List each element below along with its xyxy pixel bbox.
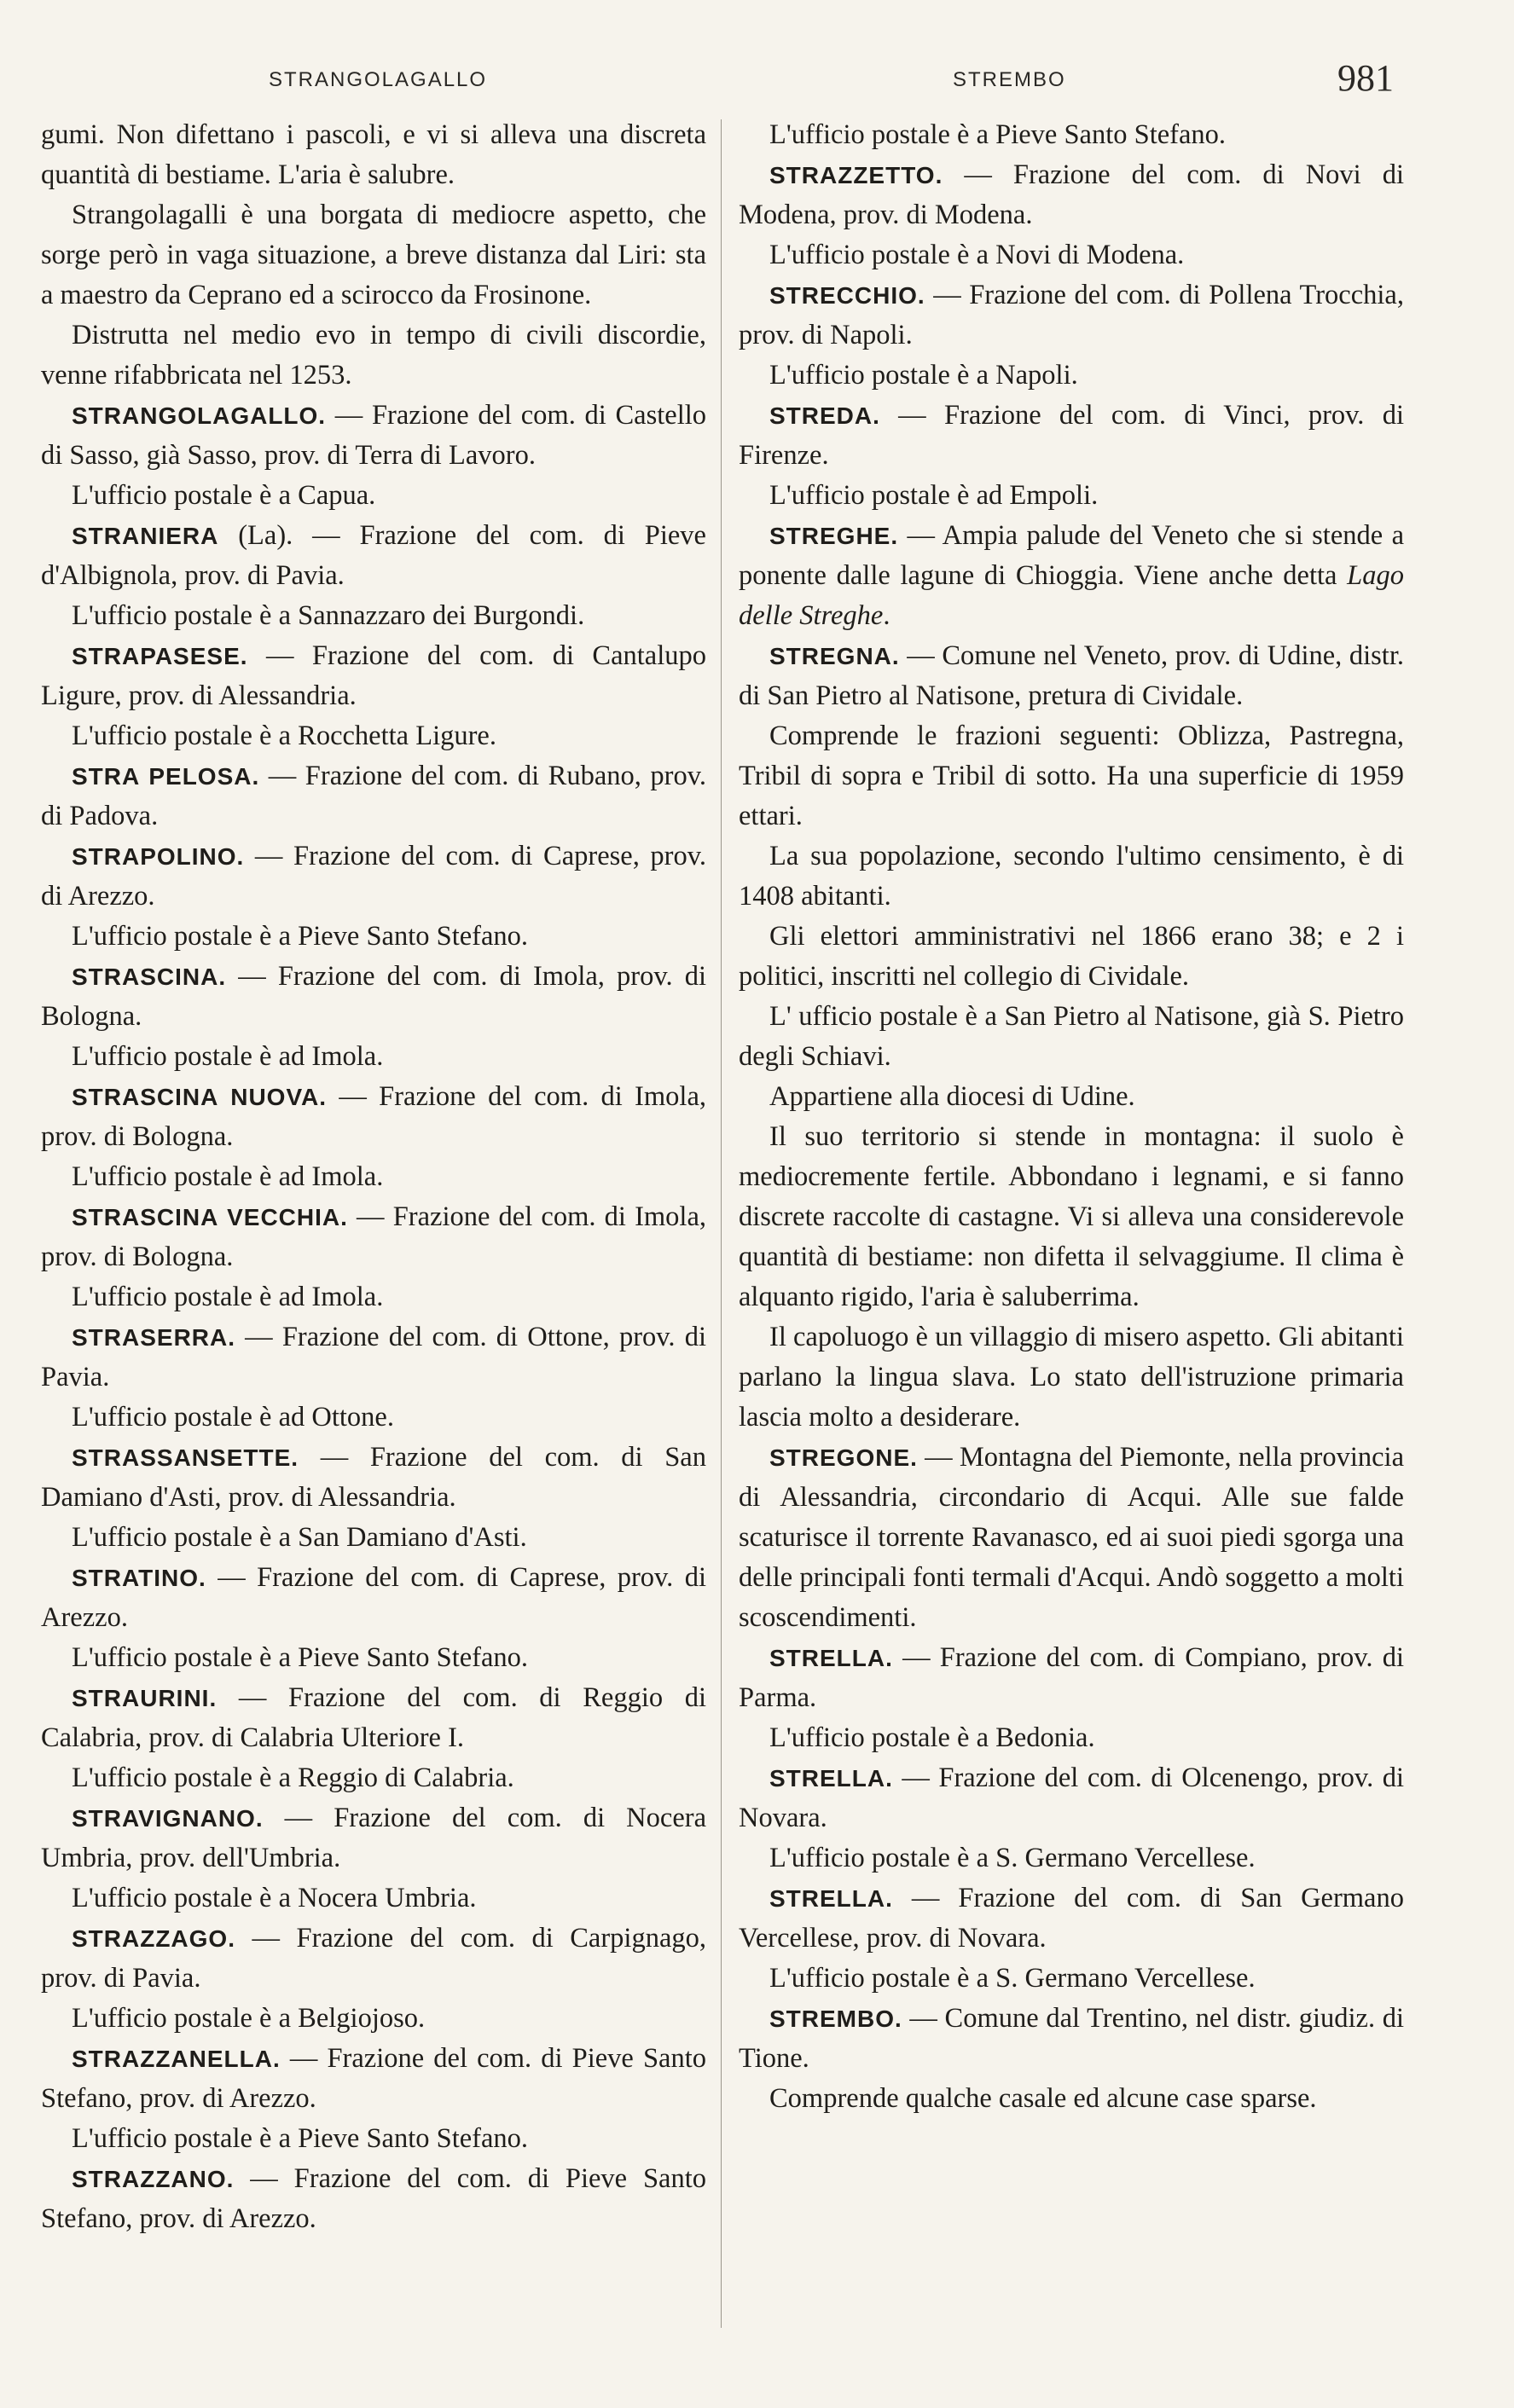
entry-headword: STRASSANSETTE. <box>72 1444 299 1471</box>
paragraph <box>41 1277 706 1317</box>
paragraph <box>739 1959 1404 1999</box>
entry-text: L'ufficio postale è a Pieve Santo Stefano. <box>72 1642 529 1673</box>
dictionary-entry <box>739 1758 1404 1838</box>
entry-headword: STRATINO. <box>72 1565 206 1591</box>
entry-text: L'ufficio postale è ad Imola. <box>72 1282 384 1312</box>
entry-headword: STREGONE. <box>769 1444 918 1471</box>
entry-text: — Frazione del com. di Imola, prov. di Bologna. <box>41 1201 707 1272</box>
paragraph <box>41 1037 706 1077</box>
entry-text: L'ufficio postale è a S. Germano Vercellese. <box>769 1843 1256 1873</box>
paragraph <box>41 115 706 195</box>
entry-text: L'ufficio postale è a Capua. <box>72 480 376 511</box>
paragraph <box>739 1317 1404 1438</box>
dictionary-entry <box>739 275 1404 356</box>
paragraph <box>739 476 1404 516</box>
page-number: 981 <box>1337 57 1394 99</box>
paragraph <box>739 115 1404 155</box>
entry-headword: STRANIERA <box>72 523 219 549</box>
entry-headword: STRASERRA. <box>72 1324 236 1351</box>
left-column <box>41 115 706 2239</box>
entry-headword: STREGHE. <box>769 523 899 549</box>
entry-text: gumi. Non difettano i pascoli, e vi si alleva una discreta quantità di bestiame. L'aria è salubre. <box>41 119 706 190</box>
entry-text: — Frazione del com. di Ottone, prov. di Pavia. <box>41 1322 706 1392</box>
entry-text: Appartiene alla diocesi di Udine. <box>769 1081 1135 1112</box>
dictionary-entry <box>739 1638 1404 1718</box>
entry-headword: STREGNA. <box>769 643 900 669</box>
entry-italic-text: Lago delle Streghe <box>739 560 1404 631</box>
entry-text: L'ufficio postale è a Pieve Santo Stefano. <box>72 2123 529 2154</box>
paragraph <box>41 596 706 636</box>
entry-text: L'ufficio postale è ad Imola. <box>72 1041 384 1072</box>
entry-text: L'ufficio postale è a Belgiojoso. <box>72 2003 426 2034</box>
dictionary-entry <box>41 756 706 836</box>
dictionary-entry <box>41 2159 706 2239</box>
entry-text: — Frazione del com. di Vinci, prov. di Firenze. <box>739 400 1404 471</box>
paragraph <box>739 1718 1404 1758</box>
entry-headword: STRANGOLAGALLO. <box>72 402 327 429</box>
dictionary-entry <box>41 2039 706 2119</box>
dictionary-entry <box>41 1798 706 1878</box>
entry-headword: STREDA. <box>769 402 880 429</box>
dictionary-entry <box>739 396 1404 476</box>
entry-headword: STRAZZANO. <box>72 2166 235 2192</box>
entry-text: — Frazione del com. di Reggio di Calabria, prov. di Calabria Ulteriore I. <box>41 1682 706 1753</box>
entry-text: L'ufficio postale è a Rocchetta Ligure. <box>72 721 496 751</box>
paragraph <box>41 917 706 957</box>
dictionary-entry <box>41 836 706 917</box>
entry-text: — Frazione del com. di Imola, prov. di Bologna. <box>41 1081 706 1152</box>
entry-text: (La). — Frazione del com. di Pieve d'Albignola, prov. di Pavia. <box>41 520 706 591</box>
entry-text: Distrutta nel medio evo in tempo di civili discordie, venne rifabbricata nel 1253. <box>41 320 706 391</box>
entry-headword: STRASCINA. <box>72 964 227 990</box>
paragraph <box>41 1398 706 1438</box>
paragraph <box>41 716 706 756</box>
paragraph <box>739 1117 1404 1317</box>
entry-text: — Frazione del com. di Imola, prov. di Bologna. <box>41 961 706 1032</box>
dictionary-entry <box>41 1077 706 1157</box>
column-divider <box>721 119 722 2328</box>
paragraph <box>739 917 1404 997</box>
dictionary-entry <box>739 1878 1404 1959</box>
paragraph <box>41 1157 706 1197</box>
entry-text: — Frazione del com. di Olcenengo, prov. di Novara. <box>739 1763 1404 1833</box>
entry-headword: STRASCINA VECCHIA. <box>72 1204 348 1230</box>
entry-headword: STRAZZANELLA. <box>72 2046 281 2072</box>
paragraph <box>739 235 1404 275</box>
entry-headword: STRAZZETTO. <box>769 162 943 188</box>
dictionary-entry <box>41 1438 706 1518</box>
entry-text: L' ufficio postale è a San Pietro al Natisone, già S. Pietro degli Schiavi. <box>739 1001 1404 1072</box>
entry-text: L'ufficio postale è a Nocera Umbria. <box>72 1883 477 1913</box>
running-head-left: STRANGOLAGALLO <box>269 68 488 91</box>
paragraph <box>41 476 706 516</box>
entry-text: — Frazione del com. di Novi di Modena, prov. di Modena. <box>739 159 1404 230</box>
entry-headword: STRAZZAGO. <box>72 1925 235 1952</box>
entry-text: — Frazione del com. di San Germano Vercellese, prov. di Novara. <box>739 1883 1404 1954</box>
entry-text: — Frazione del com. di Caprese, prov. di Arezzo. <box>41 1562 706 1633</box>
dictionary-entry <box>739 1438 1404 1638</box>
entry-text: L'ufficio postale è a Sannazzaro dei Burgondi. <box>72 600 585 631</box>
dictionary-entry <box>41 1919 706 1999</box>
dictionary-entry <box>41 1317 706 1398</box>
entry-headword: STRELLA. <box>769 1765 893 1792</box>
dictionary-entry <box>739 155 1404 235</box>
entry-text: L'ufficio postale è a Reggio di Calabria. <box>72 1763 514 1793</box>
paragraph <box>739 997 1404 1077</box>
dictionary-entry <box>41 1678 706 1758</box>
paragraph <box>739 356 1404 396</box>
entry-headword: STRA PELOSA. <box>72 763 260 790</box>
dictionary-entry <box>41 957 706 1037</box>
entry-text: — Comune dal Trentino, nel distr. giudiz. di Tione. <box>739 2003 1404 2074</box>
dictionary-entry <box>41 396 706 476</box>
right-column <box>739 115 1404 2119</box>
dictionary-entry <box>739 636 1404 716</box>
dictionary-entry <box>41 516 706 596</box>
dictionary-entry <box>41 1197 706 1277</box>
entry-text: Comprende le frazioni seguenti: Oblizza, Pastregna, Tribil di sopra e Tribil di sotto. Ha una superficie di 1959 ettari. <box>739 721 1404 831</box>
paragraph <box>41 2119 706 2159</box>
entry-text: — Frazione del com. di Cantalupo Ligure, prov. di Alessandria. <box>41 640 706 711</box>
entry-text: Strangolagalli è una borgata di mediocre aspetto, che sorge però in vaga situazione, a breve distanza dal Liri: sta a maestro da Ceprano ed a scirocco da Frosinone. <box>41 200 706 310</box>
entry-text: L'ufficio postale è a Pieve Santo Stefano. <box>769 119 1227 150</box>
entry-text: Il suo territorio si stende in montagna: il suolo è mediocremente fertile. Abbondano i legnami, e si fanno discrete raccolte di castagne. Vi si alleva una considerevole quantità di bestiame: non difetta il selvaggiume. Il clima è alquanto rigido, l'aria è saluberrima. <box>739 1121 1404 1312</box>
entry-text: L'ufficio postale è ad Imola. <box>72 1161 384 1192</box>
entry-text: — Ampia palude del Veneto che si stende a ponente dalle lagune di Chioggia. Viene anche detta <box>739 520 1404 591</box>
paragraph <box>739 1838 1404 1878</box>
entry-headword: STRAPOLINO. <box>72 843 245 870</box>
entry-tail-text: . <box>883 600 890 631</box>
paragraph <box>739 1077 1404 1117</box>
entry-text: — Frazione del com. di Pieve Santo Stefano, prov. di Arezzo. <box>41 2163 706 2234</box>
entry-text: — Frazione del com. di Nocera Umbria, prov. dell'Umbria. <box>41 1803 706 1873</box>
entry-text: — Frazione del com. di Carpignago, prov. di Pavia. <box>41 1923 706 1994</box>
entry-text: L'ufficio postale è a Napoli. <box>769 360 1078 391</box>
entry-text: L'ufficio postale è a San Damiano d'Asti. <box>72 1522 527 1553</box>
entry-text: — Frazione del com. di Compiano, prov. di Parma. <box>739 1642 1404 1713</box>
entry-text: Il capoluogo è un villaggio di misero aspetto. Gli abitanti parlano la lingua slava. Lo stato dell'istruzione primaria lascia molto a desiderare. <box>739 1322 1404 1433</box>
running-head-right: STREMBO <box>953 68 1066 91</box>
dictionary-entry <box>739 516 1404 636</box>
dictionary-entry <box>739 1999 1404 2079</box>
entry-text: L'ufficio postale è ad Empoli. <box>769 480 1099 511</box>
entry-text: — Frazione del com. di Rubano, prov. di Padova. <box>41 761 706 831</box>
paragraph <box>739 716 1404 836</box>
paragraph <box>41 1758 706 1798</box>
entry-headword: STRELLA. <box>769 1885 893 1912</box>
entry-text: — Frazione del com. di Castello di Sasso, già Sasso, prov. di Terra di Lavoro. <box>41 400 706 471</box>
paragraph <box>41 1878 706 1919</box>
entry-text: — Frazione del com. di Pollena Trocchia, prov. di Napoli. <box>739 280 1404 350</box>
entry-headword: STRAPASESE. <box>72 643 248 669</box>
entry-headword: STRAVIGNANO. <box>72 1805 264 1832</box>
paragraph <box>739 836 1404 917</box>
entry-text: — Frazione del com. di Pieve Santo Stefano, prov. di Arezzo. <box>41 2043 706 2114</box>
entry-headword: STRECCHIO. <box>769 282 925 309</box>
paragraph <box>41 1518 706 1558</box>
entry-text: La sua popolazione, secondo l'ultimo censimento, è di 1408 abitanti. <box>739 841 1404 912</box>
entry-text: — Montagna del Piemonte, nella provincia di Alessandria, circondario di Acqui. Alle sue falde scaturisce il torrente Ravanasco, ed ai suoi piedi sgorga una delle principali fonti termali d'Acqui. Andò soggetto a molti scoscendimenti. <box>739 1442 1404 1633</box>
entry-text: L'ufficio postale è a Bedonia. <box>769 1722 1095 1753</box>
paragraph <box>41 195 706 315</box>
paragraph <box>739 2079 1404 2119</box>
entry-text: L'ufficio postale è a Pieve Santo Stefano. <box>72 921 529 952</box>
entry-text: L'ufficio postale è ad Ottone. <box>72 1402 394 1433</box>
paragraph <box>41 1999 706 2039</box>
entry-headword: STRAURINI. <box>72 1685 218 1711</box>
entry-text: — Frazione del com. di San Damiano d'Asti, prov. di Alessandria. <box>41 1442 706 1513</box>
entry-headword: STRASCINA NUOVA. <box>72 1084 328 1110</box>
entry-headword: STREMBO. <box>769 2006 902 2032</box>
entry-text: — Comune nel Veneto, prov. di Udine, distr. di San Pietro al Natisone, pretura di Cividale. <box>739 640 1404 711</box>
paragraph <box>41 315 706 396</box>
dictionary-entry <box>41 636 706 716</box>
entry-headword: STRELLA. <box>769 1645 893 1671</box>
dictionary-entry <box>41 1558 706 1638</box>
entry-text: L'ufficio postale è a S. Germano Vercellese. <box>769 1963 1256 1994</box>
entry-text: L'ufficio postale è a Novi di Modena. <box>769 240 1185 270</box>
entry-text: Gli elettori amministrativi nel 1866 erano 38; e 2 i politici, inscritti nel collegio di Cividale. <box>739 921 1404 992</box>
paragraph <box>41 1638 706 1678</box>
entry-text: — Frazione del com. di Caprese, prov. di Arezzo. <box>41 841 706 912</box>
entry-text: Comprende qualche casale ed alcune case sparse. <box>769 2083 1317 2114</box>
